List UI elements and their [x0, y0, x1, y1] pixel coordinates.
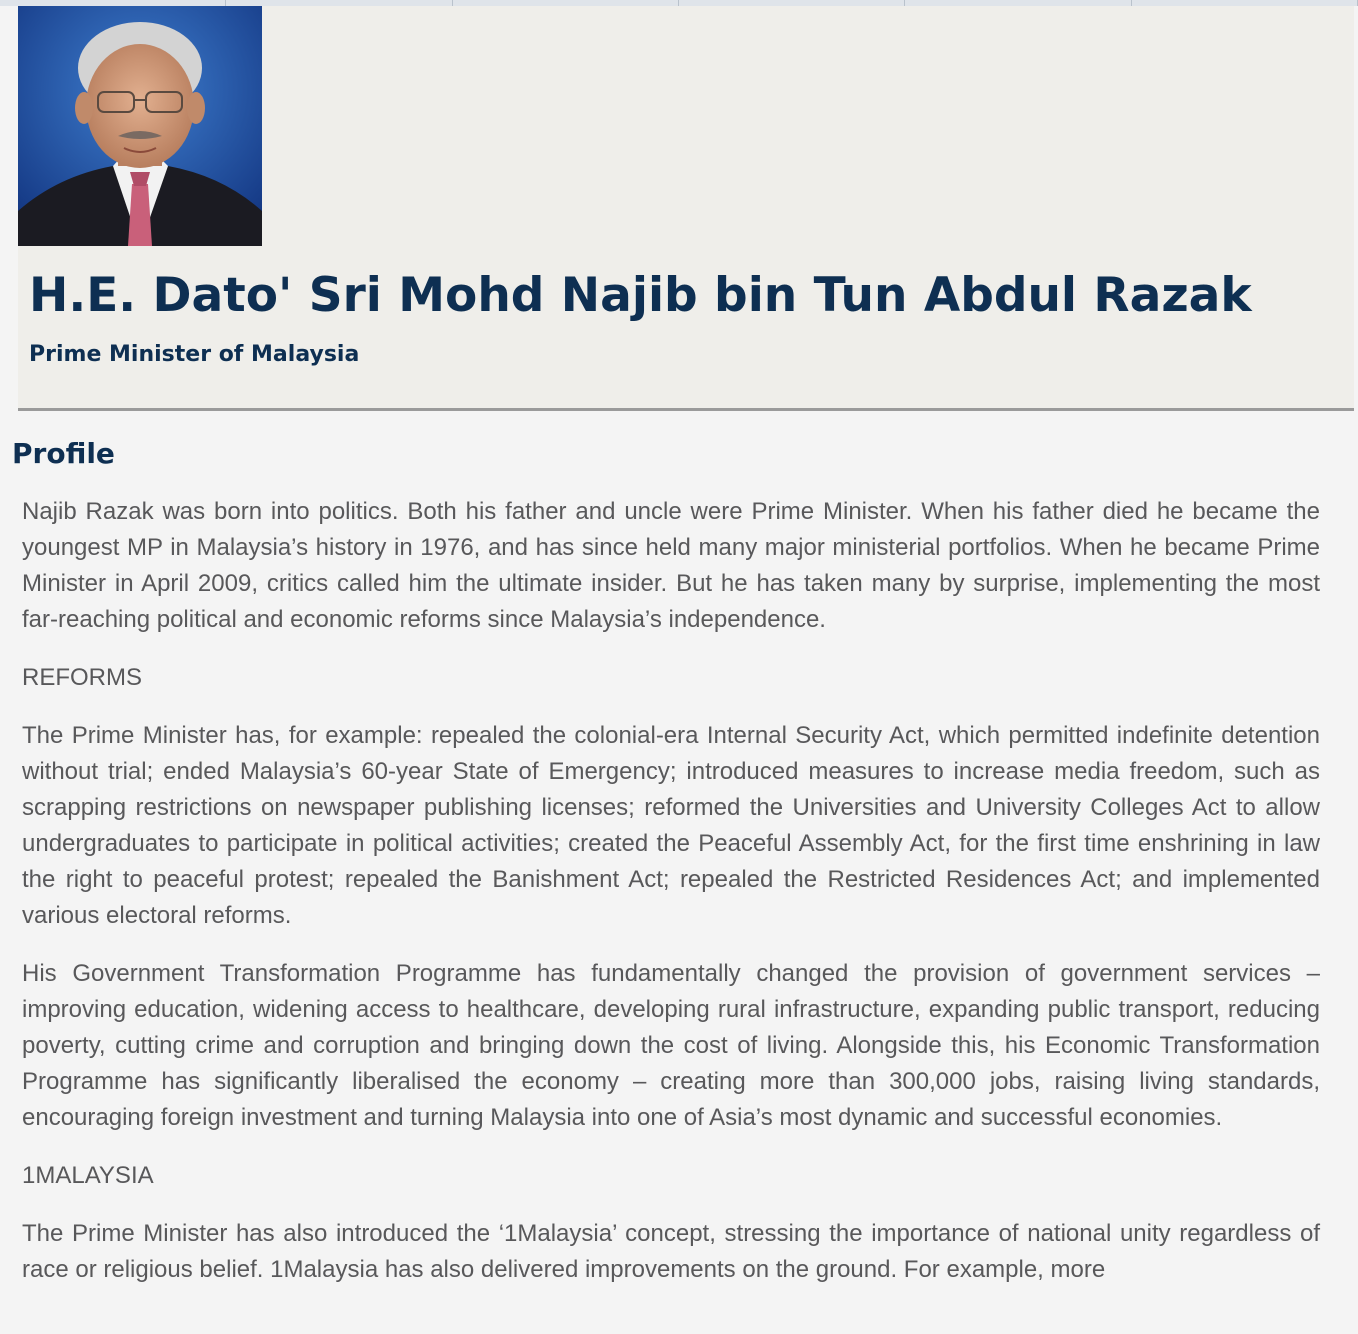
profile-paragraph: The Prime Minister has also introduced the ‘1Malaysia’ concept, stressing the importance of national unity regardless of race or religious belief. 1Malaysia has also delivered improvements on the ground. For example, more	[22, 1220, 1320, 1283]
profile-header	[18, 6, 1354, 411]
person-role: Prime Minister of Malaysia	[29, 342, 360, 367]
section-heading-1malaysia: 1MALAYSIA	[22, 1162, 154, 1189]
profile-heading: Profile	[12, 437, 115, 470]
portrait-photo	[18, 6, 262, 246]
person-name: H.E. Dato' Sri Mohd Najib bin Tun Abdul Razak	[29, 268, 1252, 323]
profile-content	[22, 494, 1320, 1310]
profile-paragraph: Najib Razak was born into politics. Both his father and uncle were Prime Minister. When his father died he became the youngest MP in Malaysia’s history in 1976, and has since held many major ministerial portfolios. When he became Prime Minister in April 2009, critics called him the ultimate insider. But he has taken many by surprise, implementing the most far-reaching political and economic reforms since Malaysia’s independence.	[22, 498, 1320, 633]
profile-paragraph: The Prime Minister has, for example: repealed the colonial-era Internal Security Act, which permitted indefinite detention without trial; ended Malaysia’s 60-year State of Emergency; introduced measures to increase media freedom, such as scrapping restrictions on newspaper publishing licenses; reformed the Universities and University Colleges Act to allow undergraduates to participate in political activities; created the Peaceful Assembly Act, for the first time enshrining in law the right to peaceful protest; repealed the Banishment Act; repealed the Restricted Residences Act; and implemented various electoral reforms.	[22, 722, 1320, 929]
profile-paragraph: His Government Transformation Programme has fundamentally changed the provision of government services – improving education, widening access to healthcare, developing rural infrastructure, expanding public transport, reducing poverty, cutting crime and corruption and bringing down the cost of living. Alongside this, his Economic Transformation Programme has significantly liberalised the economy – creating more than 300,000 jobs, raising living standards, encouraging foreign investment and turning Malaysia into one of Asia’s most dynamic and successful economies.	[22, 960, 1320, 1131]
section-heading-reforms: REFORMS	[22, 664, 142, 691]
